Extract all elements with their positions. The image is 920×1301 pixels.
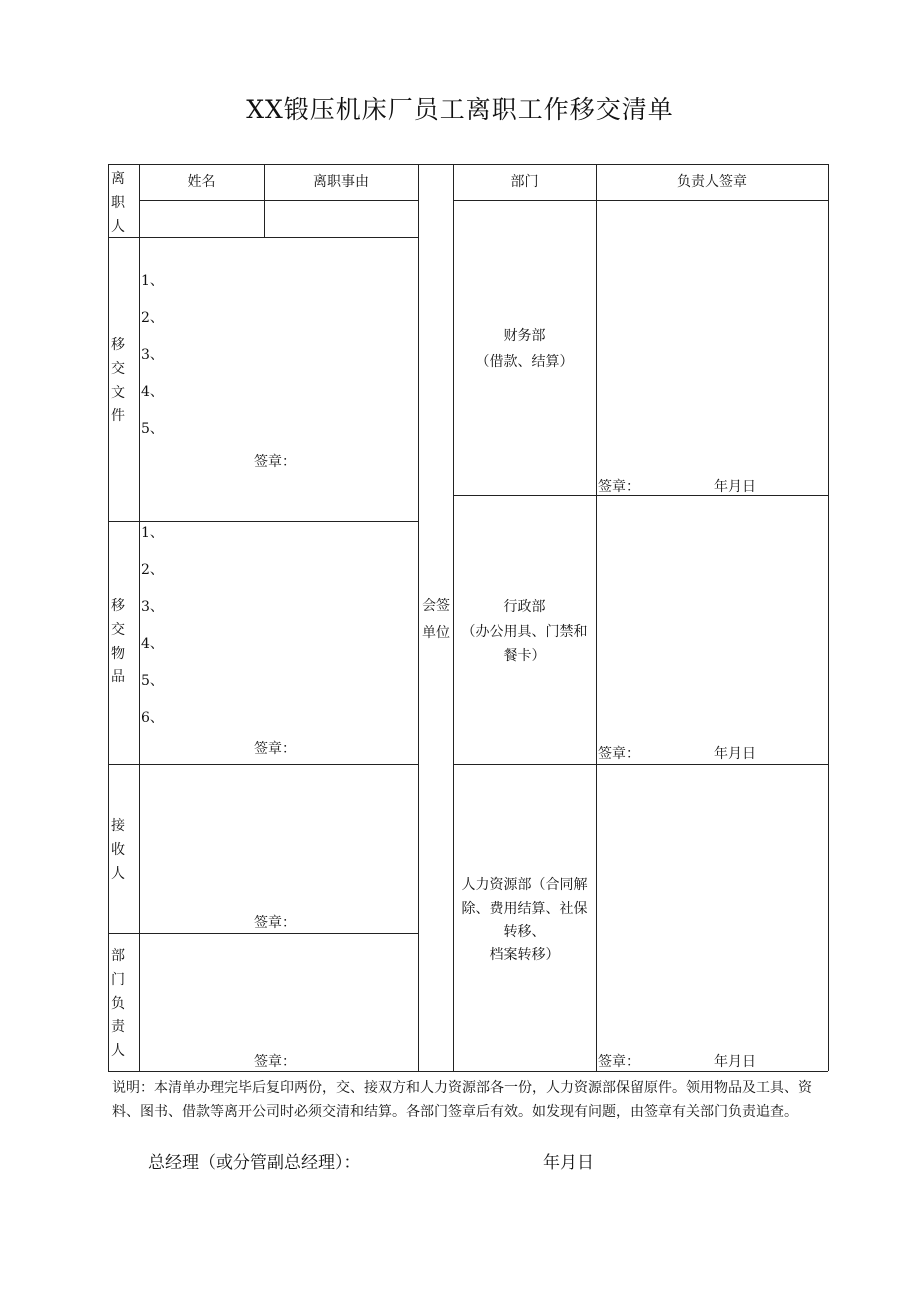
finance-dept: 财务部 bbox=[503, 328, 546, 344]
receiver-sign-label: 签章： bbox=[254, 915, 296, 931]
list-item: 5、 bbox=[141, 421, 164, 437]
admin-sign-label: 签章： bbox=[598, 746, 640, 762]
table-border-bottom bbox=[108, 1071, 828, 1072]
hr-dept: 人力资源部（合同解 bbox=[461, 877, 588, 893]
instructions-note: 说明：本清单办理完毕后复印两份，交、接双方和人力资源部各一份，人力资源部保留原件。领用物品及工具、资料、图书、借款等离开公司时必须交清和结算。各部门签章后有效。如发现有问题，由签章有关部门负责追查。 bbox=[112, 1080, 812, 1120]
list-item: 3、 bbox=[141, 599, 164, 615]
dept-head-label: 部门负责人 bbox=[111, 948, 125, 1060]
row-divider bbox=[108, 933, 418, 934]
general-manager-date-label: 年月日 bbox=[543, 1153, 594, 1173]
documents-sign-label: 签章： bbox=[254, 454, 296, 470]
list-item: 6、 bbox=[141, 710, 164, 726]
col-divider bbox=[596, 164, 597, 1071]
hr-dept-detail: 除、费用结算、社保 bbox=[461, 901, 588, 917]
reason-field[interactable] bbox=[265, 201, 418, 237]
row-divider bbox=[453, 200, 828, 201]
dept-head-sign-label: 签章： bbox=[254, 1054, 296, 1070]
cosign-label-line2: 单位 bbox=[422, 625, 450, 641]
admin-dept-detail: （办公用具、门禁和 bbox=[461, 624, 588, 640]
dept-header: 部门 bbox=[510, 174, 539, 190]
finance-date-label: 年月日 bbox=[714, 479, 756, 495]
page-title: XX锻压机床厂员工离职工作移交清单 bbox=[246, 95, 674, 124]
signer-header: 负责人签章 bbox=[677, 174, 747, 190]
name-field[interactable] bbox=[140, 201, 264, 237]
table-border-top bbox=[108, 164, 828, 165]
list-item: 4、 bbox=[141, 636, 164, 652]
col-divider bbox=[139, 164, 140, 1071]
items-sign-label: 签章： bbox=[254, 741, 296, 757]
table-border-right bbox=[828, 164, 829, 1071]
list-item: 3、 bbox=[141, 347, 164, 363]
departing-person-label: 离职人 bbox=[111, 171, 125, 235]
items-label: 移交物品 bbox=[111, 598, 125, 686]
receiver-label: 接收人 bbox=[111, 818, 125, 882]
hr-date-label: 年月日 bbox=[714, 1054, 756, 1070]
finance-dept-detail: （借款、结算） bbox=[475, 354, 574, 370]
general-manager-sign-label: 总经理（或分管副总经理）： bbox=[148, 1153, 361, 1173]
row-divider bbox=[453, 764, 828, 765]
name-header: 姓名 bbox=[187, 174, 216, 190]
row-divider bbox=[108, 764, 418, 765]
documents-label: 移交文件 bbox=[111, 337, 125, 425]
list-item: 2、 bbox=[141, 562, 164, 578]
admin-dept-detail: 餐卡） bbox=[503, 648, 546, 664]
row-divider bbox=[108, 237, 418, 238]
list-item: 4、 bbox=[141, 384, 164, 400]
col-divider bbox=[418, 164, 419, 1071]
cosign-label-line1: 会签 bbox=[422, 598, 450, 614]
list-item: 1、 bbox=[141, 273, 164, 289]
list-item: 5、 bbox=[141, 673, 164, 689]
row-divider bbox=[453, 495, 828, 496]
finance-sign-label: 签章： bbox=[598, 479, 640, 495]
reason-header: 离职事由 bbox=[313, 174, 369, 190]
admin-date-label: 年月日 bbox=[714, 746, 756, 762]
hr-dept-detail: 转移、 bbox=[503, 924, 546, 940]
hr-dept-detail: 档案转移） bbox=[489, 947, 560, 963]
admin-dept: 行政部 bbox=[503, 599, 546, 615]
list-item: 1、 bbox=[141, 525, 164, 541]
row-divider bbox=[108, 521, 418, 522]
hr-sign-label: 签章： bbox=[598, 1054, 640, 1070]
list-item: 2、 bbox=[141, 310, 164, 326]
